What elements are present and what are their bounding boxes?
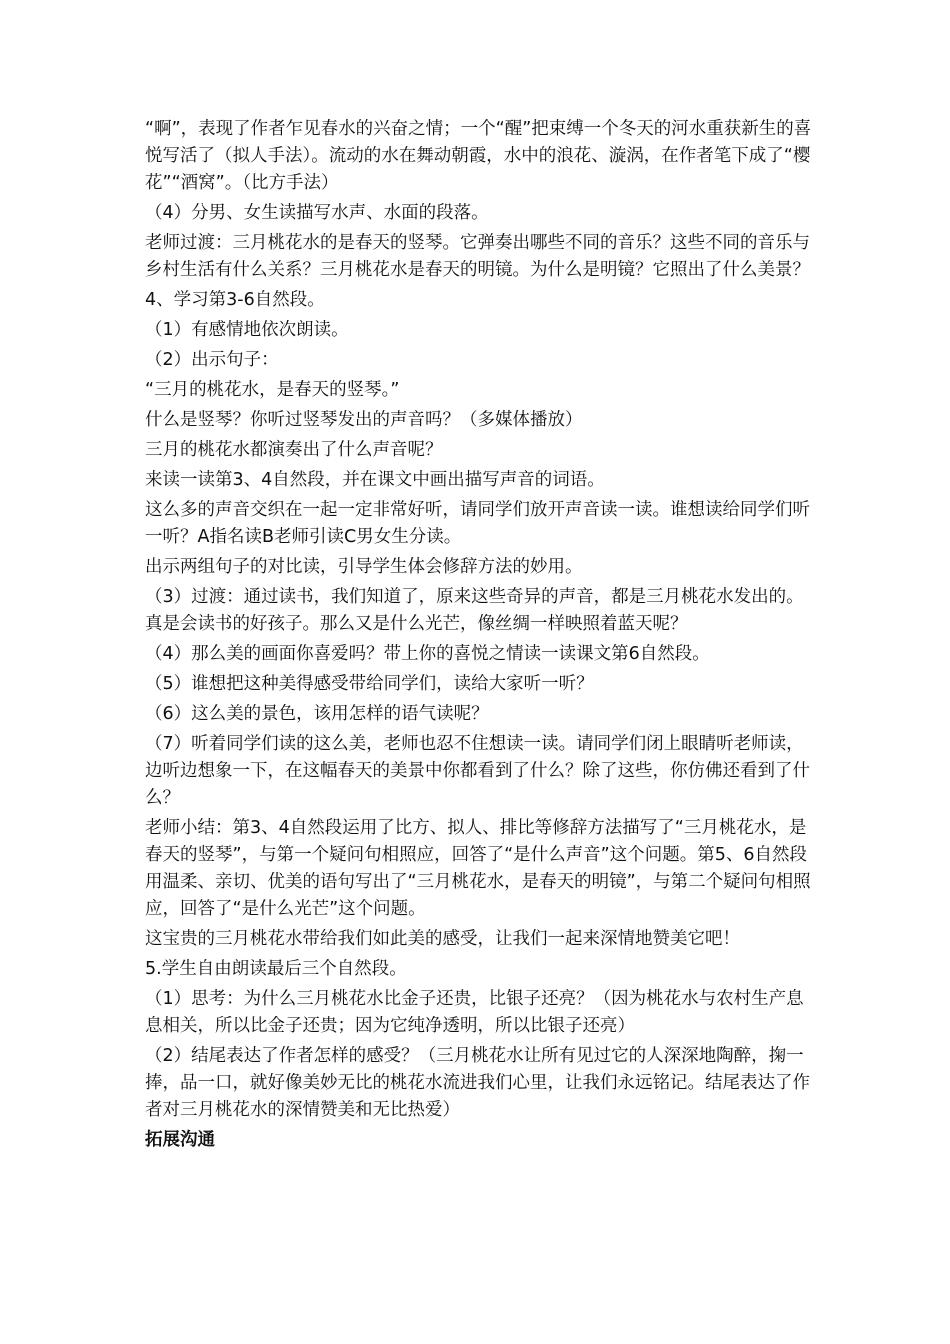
paragraph-teacher-transition: 老师过渡：三月桃花水的是春天的竖琴。它弹奏出哪些不同的音乐？这些不同的音乐与乡村生活有什么关系？三月桃花水是春天的明镜。为什么是明镜？它照出了什么美景？ <box>145 233 810 280</box>
paragraph-item-3: （3）过渡：通过读书，我们知道了，原来这些奇异的声音，都是三月桃花水发出的。真是会读书的好孩子。那么又是什么光芒，像丝绸一样映照着蓝天呢？ <box>145 587 804 634</box>
paragraph-item-4: （4）那么美的画面你喜爱吗？带上你的喜悦之情读一读课文第6自然段。 <box>145 644 710 664</box>
paragraph-item-6: （6）这么美的景色，该用怎样的语气读呢？ <box>145 704 489 724</box>
paragraph-think-2: （2）结尾表达了作者怎样的感受？（三月桃花水让所有见过它的人深深地陶醉，掬一捧，品一口，就好像美妙无比的桃花水流进我们心里，让我们永远铭记。结尾表达了作者对三月桃花水的深情赞美和无比热爱） <box>145 1046 810 1120</box>
paragraph-item-7: （7）听着同学们读的这么美，老师也忍不住想读一读。请同学们闭上眼睛听老师读，边听边想象一下，在这幅春天的美景中你都看到了什么？除了这些，你仿佛还看到了什么？ <box>145 734 810 808</box>
paragraph-section-5-title: 5.学生自由朗读最后三个自然段。 <box>145 959 407 979</box>
paragraph-contrast-reading: 出示两组句子的对比读，引导学生体会修辞方法的妙用。 <box>145 557 583 577</box>
paragraph-teacher-summary: 老师小结：第3、4自然段运用了比方、拟人、排比等修辞方法描写了“三月桃花水，是春天的竖琴”，与第一个疑问句相照应，回答了“是什么声音”这个问题。第5、6自然段用温柔、亲切、优美的语句写出了“三月桃花水，是春天的明镜”，与第二个疑问句相照应，回答了“是什么光芒”这个问题。 <box>145 818 811 919</box>
paragraph-step-4-gender-reading: （4）分男、女生读描写水声、水面的段落。 <box>145 203 489 223</box>
paragraph-item-2: （2）出示句子： <box>145 350 279 370</box>
paragraph-intro-analysis: “啊”，表现了作者乍见春水的兴奋之情；一个“醒”把束缚一个冬天的河水重获新生的喜悦写活了（拟人手法）。流动的水在舞动朝霞，水中的浪花、漩涡，在作者笔下成了“樱花”“酒窝”。（比方手法） <box>145 119 812 193</box>
paragraph-quote: “三月的桃花水，是春天的竖琴。” <box>145 380 400 400</box>
paragraph-item-5: （5）谁想把这种美得感受带给同学们，读给大家听一听？ <box>145 674 594 694</box>
paragraph-item-1: （1）有感情地依次朗读。 <box>145 320 349 340</box>
paragraph-read-3-4: 来读一读第3、4自然段，并在课文中画出描写声音的词语。 <box>145 470 605 490</box>
paragraph-section-4-title: 4、学习第3-6自然段。 <box>145 290 325 310</box>
paragraph-read-aloud: 这么多的声音交织在一起一定非常好听，请同学们放开声音读一读。谁想读给同学们听一听？A指名读B老师引读C男女生分读。 <box>145 500 810 547</box>
paragraph-harp-question: 什么是竖琴？你听过竖琴发出的声音吗？（多媒体播放） <box>145 410 583 430</box>
paragraph-praise: 这宝贵的三月桃花水带给我们如此美的感受，让我们一起来深情地赞美它吧！ <box>145 929 740 949</box>
section-heading: 拓展沟通 <box>145 1130 215 1150</box>
document-body <box>145 116 815 1157</box>
paragraph-think-1: （1）思考：为什么三月桃花水比金子还贵，比银子还亮？（因为桃花水与农村生产息息相关，所以比金子还贵；因为它纯净透明，所以比银子还亮） <box>145 989 804 1036</box>
paragraph-sound-question: 三月的桃花水都演奏出了什么声音呢？ <box>145 440 443 460</box>
